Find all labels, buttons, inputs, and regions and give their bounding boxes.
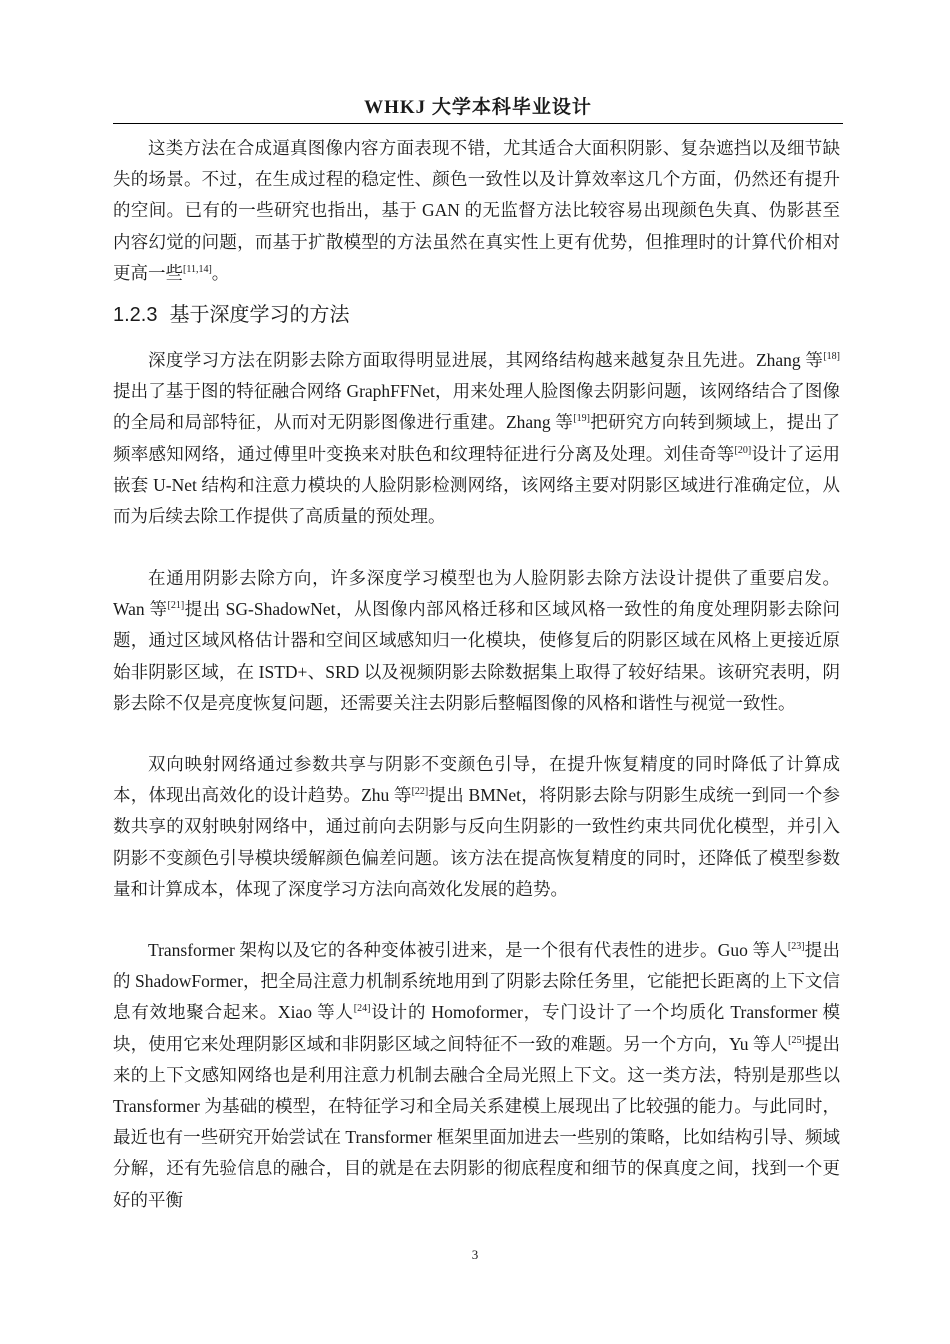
paragraph-text: 提出来的上下文感知网络也是利用注意力机制去融合全局光照上下文。这一类方法，特别是那些以 Transformer 为基础的模型，在特征学习和全局关系建模上展现出了比较强的能力。与此同时，最近也有一些研究开始尝试在 Transformer 框架里面加进去一些别的策略，比如结构引导、频域分解，还有先验信息的融合，目的就是在去阴影的彻底程度和细节的保真度之间，找到一个更好的平衡 — [113, 1033, 840, 1210]
page-header-title: WHKJ 大学本科毕业设计 — [364, 97, 592, 118]
paragraph-3 — [113, 563, 840, 719]
citation: [22] — [411, 786, 429, 798]
header-rule — [113, 123, 843, 124]
paragraph-text: 把研究方向转到频域上，提出了频率感知网络，通过傅里叶变换来对肤色和纹理特征进行分离及处理。刘佳奇等 — [113, 412, 840, 464]
section-heading — [113, 300, 349, 330]
paragraph-text: 提出了基于图的特征融合网络 GraphFFNet，用来处理人脸图像去阴影问题，该网络结合了图像的全局和局部特征，从而对无阴影图像进行重建。Zhang 等 — [113, 381, 840, 433]
citation: [18] — [823, 351, 840, 362]
paragraph-text: 设计的 Homoformer，专门设计了一个均质化 Transformer 模块，使用它来处理阴影区域和非阴影区域之间特征不一致的难题。另一个方向，Yu 等人 — [113, 1002, 840, 1054]
paragraph-text: 深度学习方法在阴影去除方面取得明显进展，其网络结构越来越复杂且先进。Zhang 等 — [148, 350, 824, 370]
paragraph-1 — [113, 133, 840, 289]
citation: [19] — [573, 413, 590, 425]
paragraph-text: 设计了运用嵌套 U-Net 结构和注意力模块的人脸阴影检测网络，该网络主要对阴影区域进行准确定位，从而为后续去除工作提供了高质量的预处理。 — [113, 443, 841, 527]
paragraph-4 — [113, 749, 840, 905]
paragraph-text: 提出 SG-ShadowNet，从图像内部风格迁移和区域风格一致性的角度处理阴影去除问题，通过区域风格估计器和空间区域感知归一化模块，使修复后的阴影区域在风格上更接近原始非阴影区域，在 ISTD+、SRD 以及视频阴影去除数据集上取得了较好结果。该研究表明，阴影去除不仅是亮度恢复问题，还需要关注去阴影后整幅图像的风格和谐性与视觉一致性。 — [113, 599, 840, 713]
paragraph-text: 在通用阴影去除方向，许多深度学习模型也为人脸阴影去除方法设计提供了重要启发。Wan 等 — [113, 568, 840, 620]
citation: [21] — [167, 600, 185, 612]
citation: [25] — [788, 1034, 805, 1046]
section-title: 基于深度学习的方法 — [169, 304, 350, 326]
paragraph-text: 提出的 ShadowFormer，把全局注意力机制系统地用到了阴影去除任务里，它能把长距离的上下文信息有效地聚合起来。Xiao 等人 — [113, 940, 841, 1023]
paragraph-text: 。 — [211, 262, 230, 283]
section-number: 1.2.3 — [113, 304, 158, 326]
paragraph-text: 这类方法在合成逼真图像内容方面表现不错，尤其适合大面积阴影、复杂遮挡以及细节缺失的场景。不过，在生成过程的稳定性、颜色一致性以及计算效率这几个方面，仍然还有提升的空间。已有的一些研究也指出，基于 GAN 的无监督方法比较容易出现颜色失真、伪影甚至内容幻觉的问题，而基于扩散模型的方法虽然在真实性上更有优势，但推理时的计算代价相对更高一些 — [113, 138, 840, 283]
paragraph-text: 提出 BMNet，将阴影去除与阴影生成统一到同一个参数共享的双射映射网络中，通过前向去阴影与反向生阴影的一致性约束共同优化模型，并引入阴影不变颜色引导模块缓解颜色偏差问题。该方法在提高恢复精度的同时，还降低了模型参数量和计算成本，体现了深度学习方法向高效化发展的趋势。 — [113, 785, 840, 899]
paragraph-text: 双向映射网络通过参数共享与阴影不变颜色引导，在提升恢复精度的同时降低了计算成本，体现出高效化的设计趋势。Zhu 等 — [113, 754, 840, 806]
paragraph-5 — [113, 935, 840, 1216]
citation: [24] — [353, 1003, 371, 1015]
paragraph-2 — [113, 345, 840, 532]
paragraph-text: Transformer 架构以及它的各种变体被引进来，是一个很有代表性的进步。Guo 等人 — [148, 940, 788, 960]
citation: [23] — [787, 941, 805, 952]
page-number: 3 — [471, 1247, 479, 1262]
citation: [11,14] — [183, 263, 212, 275]
citation: [20] — [734, 444, 752, 456]
